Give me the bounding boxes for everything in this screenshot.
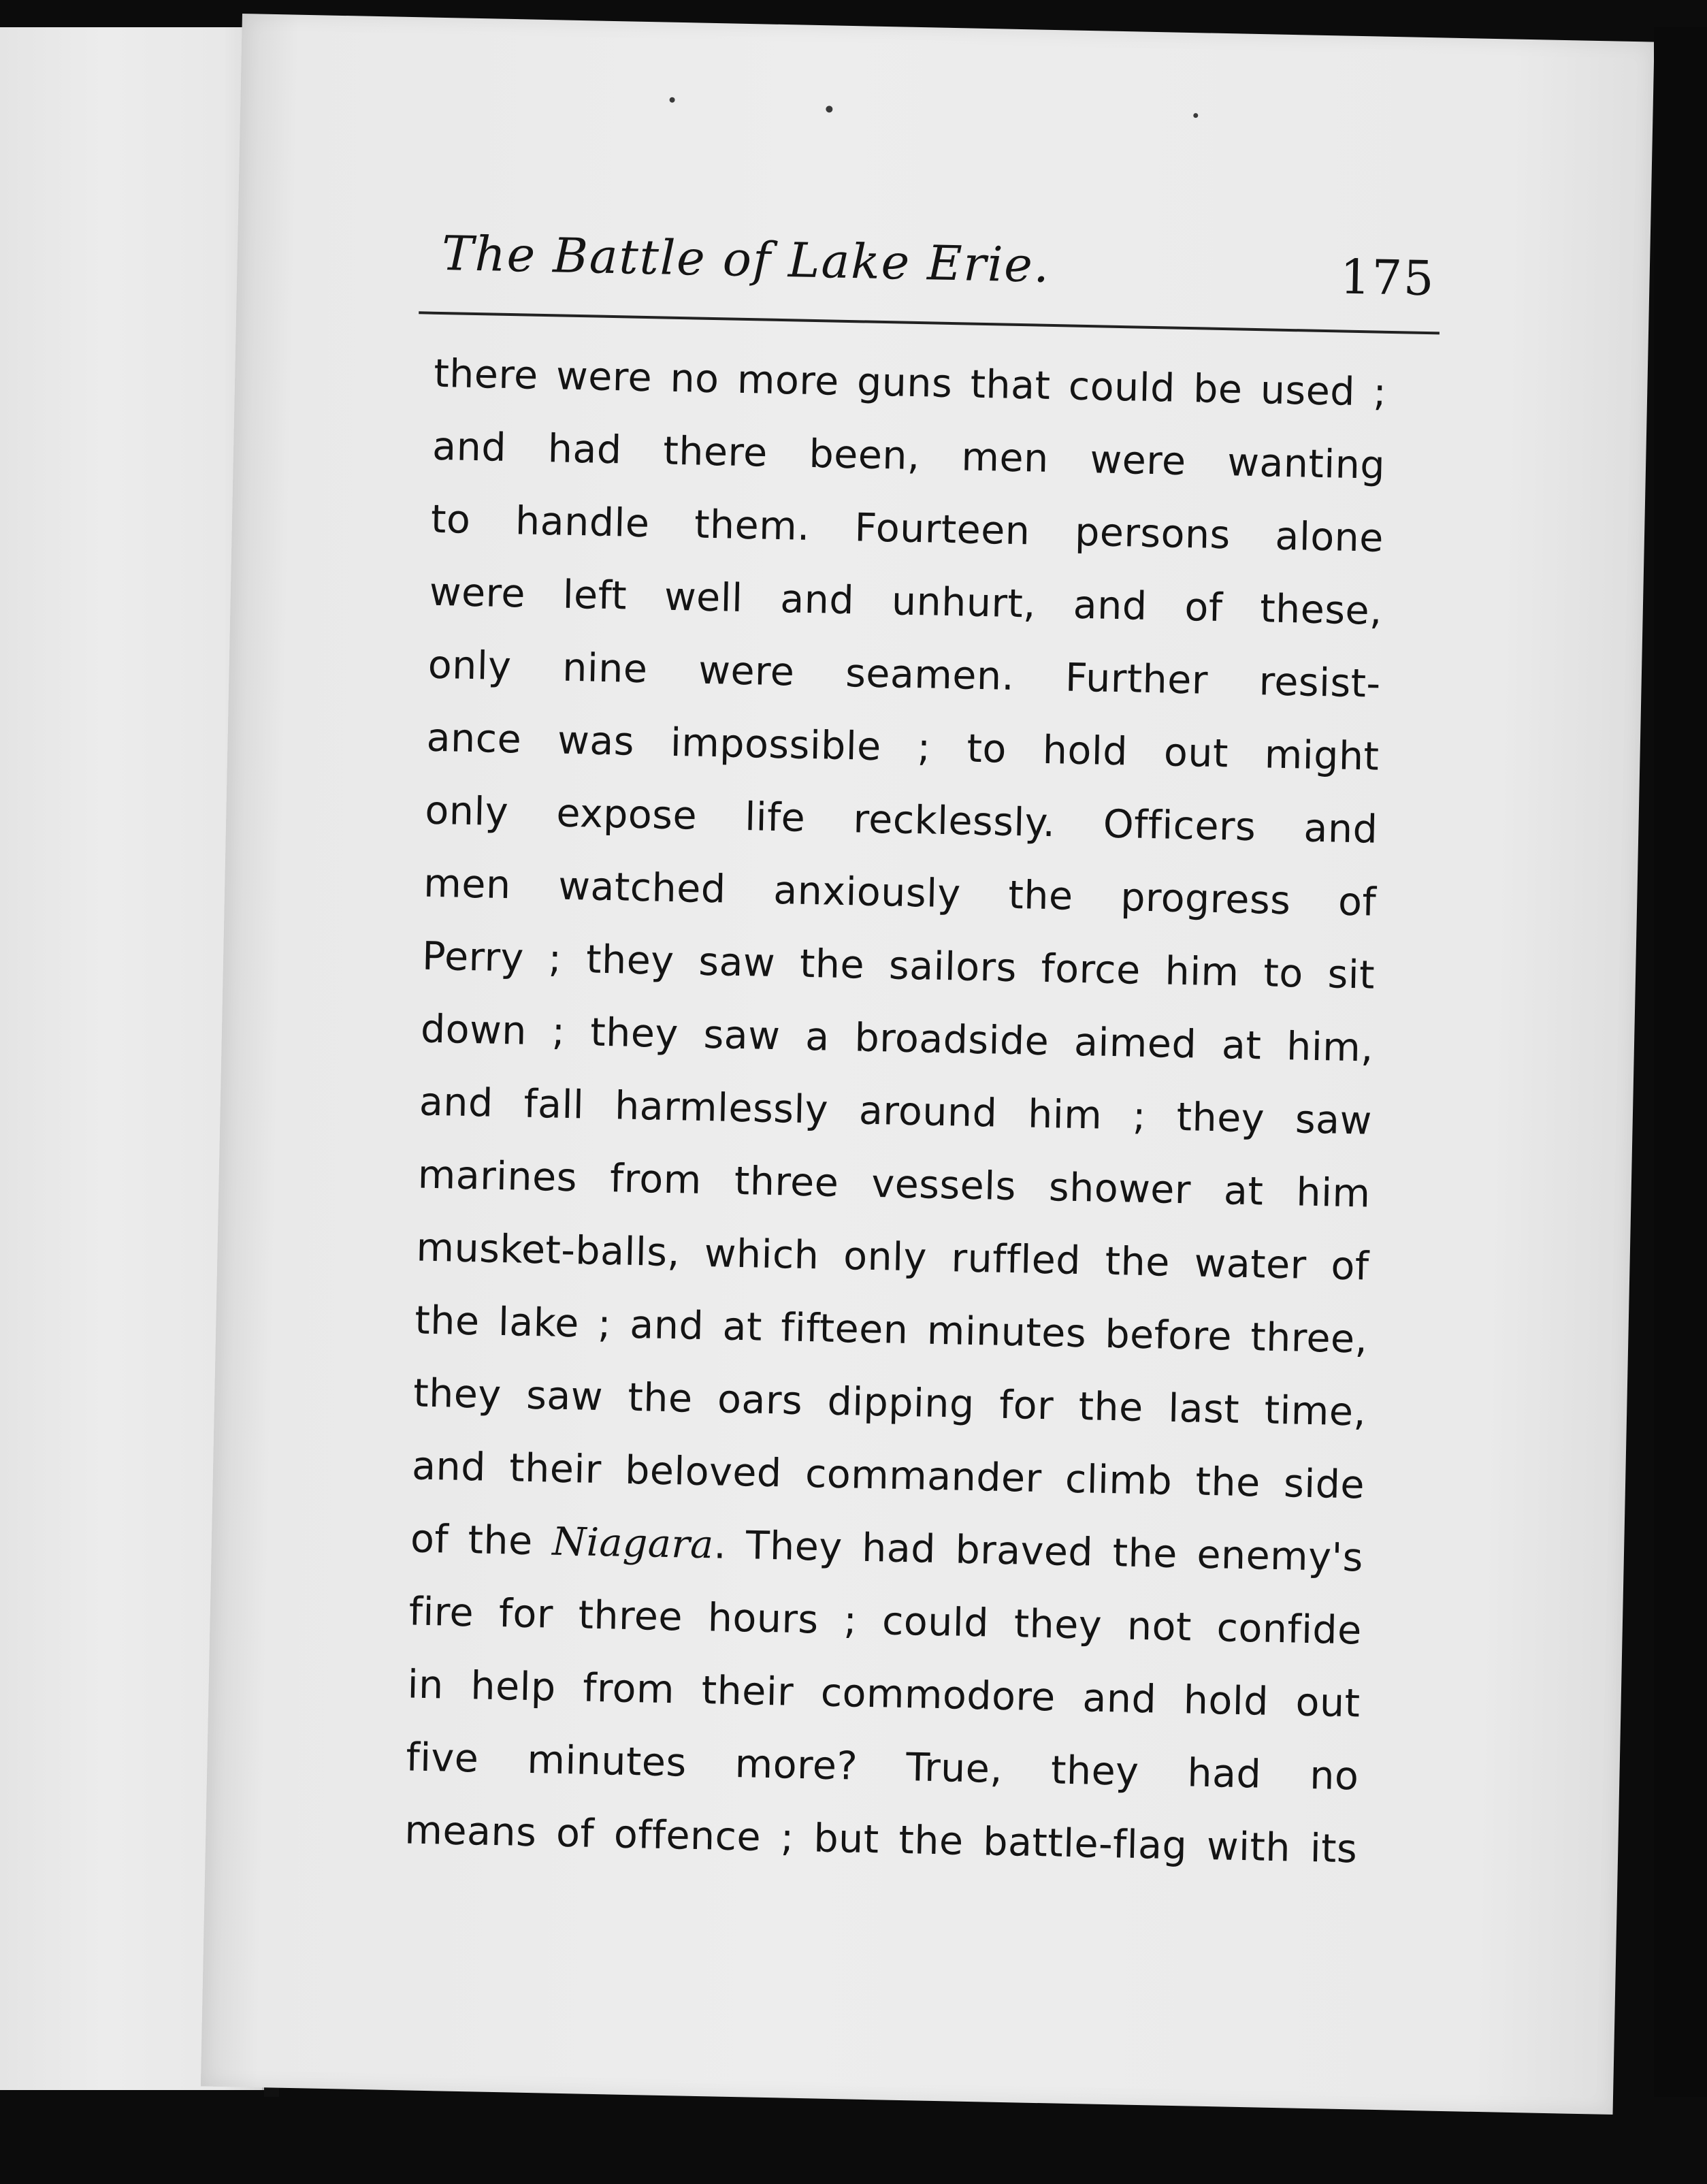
text-line: of the Niagara. They had braved the enemy's — [410, 1516, 1364, 1581]
dust-speck — [1193, 113, 1198, 118]
text-line: they saw the oars dipping for the last time, — [412, 1370, 1367, 1435]
book-page — [201, 14, 1655, 2115]
text-line: only nine were seamen. Further resist- — [427, 642, 1382, 707]
scan-border — [1654, 27, 1707, 2097]
text-line: only expose life recklessly. Officers and — [424, 788, 1378, 852]
text-line: to handle them. Fourteen persons alone — [430, 496, 1384, 561]
running-head-title: The Battle of Lake Erie. — [441, 225, 1051, 293]
page-number: 175 — [1339, 248, 1436, 307]
text-line: and their beloved commander climb the side — [411, 1443, 1365, 1508]
body-text — [404, 338, 1387, 1886]
text-line: in help from their commodore and hold out — [407, 1662, 1361, 1727]
text-line: musket-balls, which only ruffled the water of — [416, 1225, 1370, 1289]
dust-speck — [826, 106, 832, 112]
text-line: fire for three hours ; could they not confide — [408, 1589, 1363, 1654]
text-line: and had there been, men were wanting — [432, 423, 1386, 488]
text-line: Perry ; they saw the sailors force him to sit — [421, 933, 1376, 998]
text-line: five minutes more? True, they had no — [405, 1735, 1360, 1799]
ship-name: Niagara — [551, 1519, 715, 1568]
text-line: marines from three vessels shower at him — [417, 1152, 1371, 1217]
text-line: down ; they saw a broadside aimed at him, — [420, 1006, 1374, 1071]
text-line: the lake ; and at fifteen minutes before three, — [414, 1298, 1368, 1362]
text-line: were left well and unhurt, and of these, — [429, 569, 1383, 634]
text-line: there were no more guns that could be used ; — [433, 351, 1387, 415]
text-line: means of offence ; but the battle-flag with its — [404, 1808, 1358, 1872]
text-line: and fall harmlessly around him ; they saw — [419, 1079, 1373, 1144]
dust-speck — [670, 97, 675, 103]
text-line: ance was impossible ; to hold out might — [426, 715, 1380, 780]
running-head — [441, 225, 1436, 320]
text-line: men watched anxiously the progress of — [423, 861, 1377, 925]
